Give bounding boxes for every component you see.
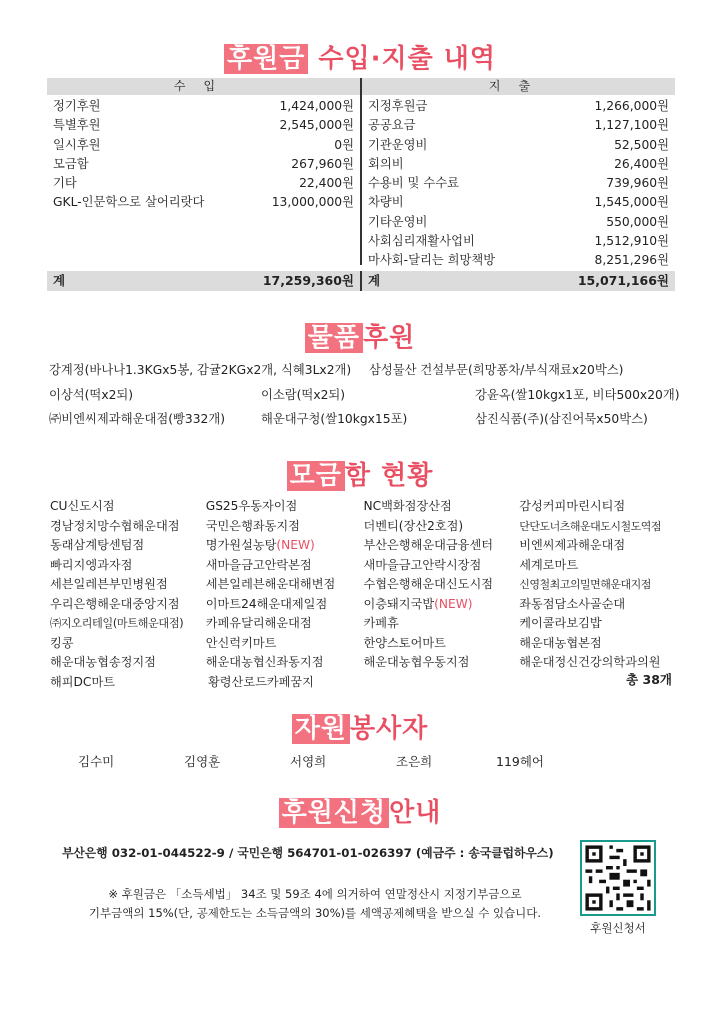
finance-table: [47, 78, 675, 291]
box-title-rest: 함 현황: [344, 461, 434, 491]
income-row: [53, 136, 354, 155]
goods-title-highlight: 물품: [305, 323, 363, 353]
table-row: [50, 595, 675, 615]
income-label: 특별후원: [53, 118, 101, 133]
table-row: [50, 497, 675, 517]
volunteer-name: 김수미: [78, 754, 115, 769]
list-item: [363, 595, 519, 615]
expense-row: [368, 116, 669, 135]
list-item: 해운대농협우동지점: [363, 655, 470, 669]
income-value: 1,424,000원: [279, 99, 354, 113]
expense-row: [368, 193, 669, 212]
volunteer-title-rest: 봉사자: [349, 714, 429, 744]
expense-value: 550,000원: [606, 214, 669, 229]
table-row: [50, 614, 675, 634]
qr-code-icon: [582, 842, 654, 914]
list-item: 새마을금고안락본점: [205, 557, 312, 572]
expense-row: [368, 97, 669, 116]
tax-note-line: ※ 후원금은 「소득세법」 34조 및 59조 4에 의거하여 연말정산시 지정기부금으로: [108, 887, 522, 901]
expense-total: [362, 271, 675, 291]
income-label: 일시후원: [53, 137, 101, 152]
list-item: 새마을금고안락시장점: [363, 557, 482, 572]
box-title: [0, 455, 720, 492]
list-item: 우리은행해운대중앙지점: [50, 596, 180, 611]
income-total-label: 계: [53, 272, 66, 288]
table-row: [50, 575, 675, 595]
income-label: 정기후원: [53, 99, 101, 113]
goods-item: 삼진식품(주)(삼진어묵x50박스): [475, 412, 648, 426]
apply-title: [0, 792, 720, 829]
goods-item: 이소람(떡x2되): [261, 388, 346, 402]
expense-label: 회의비: [368, 156, 404, 171]
finance-total-row: [47, 271, 675, 291]
donation-box-grid: [50, 497, 675, 692]
expense-value: 26,400원: [614, 156, 669, 171]
list-item: 비엔씨제과해운대점: [519, 538, 626, 552]
qr-code[interactable]: [580, 840, 656, 916]
list-item: 빠리지엥과자점: [50, 557, 133, 572]
list-item-text: 이층돼지국밥: [363, 596, 435, 611]
list-item: 안신럭키마트: [205, 635, 277, 650]
expense-label: 사회심리재활사업비: [368, 234, 475, 249]
expense-header: 지출: [488, 79, 549, 93]
box-title-highlight: 모금: [287, 461, 345, 491]
goods-item: 강계정(바나나1.3KGx5봉, 감귤2KGx2개, 식혜3Lx2개): [49, 363, 352, 377]
income-value: 13,000,000원: [271, 195, 354, 210]
list-item: 신영철최고의밀면해운대지점: [519, 578, 651, 591]
list-item: GS25우동자이점: [205, 499, 298, 513]
list-item: 이마트24해운대제일점: [205, 596, 328, 611]
list-item: 해피DC마트: [50, 674, 115, 689]
income-label: 모금함: [53, 156, 89, 171]
income-header: 수입: [47, 78, 362, 95]
finance-title: [0, 38, 720, 75]
expense-row: [368, 213, 669, 232]
expense-label: 기타운영비: [368, 214, 428, 229]
apply-title-highlight: 후원신청: [279, 798, 389, 828]
expense-label: 지정후원금: [368, 99, 428, 113]
table-row: [50, 634, 675, 654]
list-item: 카페유달리해운대점: [205, 616, 312, 630]
income-total-value: 17,259,360원: [262, 272, 354, 288]
income-row: [53, 155, 354, 174]
list-item: ㈜지오리테일(마트해운대점): [50, 617, 184, 630]
table-row: [50, 653, 675, 673]
table-row: [50, 673, 675, 693]
expense-label: 마사회-달리는 희망책방: [368, 253, 496, 268]
income-row: [53, 116, 354, 135]
income-total: [47, 271, 362, 291]
expense-total-value: 15,071,166원: [577, 272, 669, 288]
list-item-text: 명가원설농탕: [205, 538, 277, 552]
list-item: 경남정치망수협해운대점: [50, 518, 180, 533]
list-item: 더벤티(장산2호점): [363, 518, 464, 533]
finance-title-highlight: 후원금: [224, 44, 308, 74]
finance-header-row: [47, 78, 675, 95]
list-item: 킹콩: [50, 635, 74, 650]
income-label: GKL-인문학으로 살어리랏다: [53, 195, 205, 210]
expense-label: 수용비 및 수수료: [368, 176, 459, 191]
expense-row: [368, 251, 669, 270]
expense-row: [368, 232, 669, 251]
list-item: 해운대농협본점: [519, 635, 602, 650]
goods-item: 강윤옥(쌀10kgx1포, 비타500x20개): [475, 388, 680, 402]
expense-label: 공공요금: [368, 118, 416, 133]
table-row: [50, 536, 675, 556]
income-value: 2,545,000원: [279, 118, 354, 133]
list-item: 황령산로드카페꿈지: [208, 674, 314, 689]
goods-item: 삼성물산 건설부문(희망퐁차/부식재료x20박스): [369, 363, 624, 377]
list-item: 좌동점담소사골순대: [519, 596, 626, 611]
income-value: 22,400원: [299, 176, 354, 191]
income-value: 0원: [334, 137, 354, 152]
income-column: [47, 95, 362, 265]
list-item: 동래삼계탕센텀점: [50, 538, 145, 552]
expense-label: 기관운영비: [368, 137, 428, 152]
list-item: 한양스토어마트: [363, 635, 446, 650]
bank-account-info: 부산은행 032-01-044522-9 / 국민은행 564701-01-026397 (예금주 : 송국클럽하우스): [62, 846, 554, 860]
goods-title-rest: 후원: [363, 323, 416, 353]
table-row: [50, 517, 675, 537]
expense-value: 52,500원: [614, 137, 669, 152]
list-item: 세븐일레븐부민병원점: [50, 577, 168, 591]
new-tag: (NEW): [276, 538, 315, 552]
tax-note: [60, 885, 570, 923]
qr-caption: 후원신청서: [590, 921, 646, 935]
volunteer-title-highlight: 자원: [292, 714, 350, 744]
list-item: CU신도시점: [50, 499, 115, 513]
goods-title: [0, 317, 720, 354]
income-row: [53, 193, 354, 212]
volunteer-name: 김영훈: [184, 754, 221, 769]
table-row: [50, 556, 675, 576]
expense-row: [368, 155, 669, 174]
list-item: 해운대정신건강의학과의원: [519, 655, 661, 669]
expense-value: 1,512,910원: [594, 234, 669, 249]
new-tag: (NEW): [434, 596, 473, 611]
volunteer-name: 조은희: [396, 754, 433, 769]
list-item: 세계로마트: [519, 557, 579, 572]
expense-value: 739,960원: [606, 176, 669, 191]
expense-label: 차량비: [368, 195, 404, 210]
expense-value: 1,545,000원: [594, 195, 669, 210]
expense-value: 1,266,000원: [594, 99, 669, 113]
goods-item: ㈜비엔씨제과해운대점(빵332개): [49, 412, 226, 426]
apply-title-rest: 안내: [389, 798, 442, 828]
volunteer-name: 서영희: [290, 754, 327, 769]
list-item: 감성커피마린시티점: [519, 499, 626, 513]
expense-value: 1,127,100원: [594, 118, 669, 133]
volunteer-name: 119헤어: [496, 754, 545, 769]
box-total-count: 총 38개: [626, 672, 672, 687]
list-item: 국민은행좌동지점: [205, 518, 300, 533]
income-row: [53, 174, 354, 193]
expense-total-label: 계: [368, 272, 381, 288]
tax-note-line: 기부금액의 15%(단, 공제한도는 소득금액의 30%)를 세액공제혜택을 받으실 수 있습니다.: [88, 906, 542, 920]
expense-row: [368, 174, 669, 193]
list-item: 세븐일레븐해운대해변점: [205, 577, 336, 591]
expense-row: [368, 136, 669, 155]
list-item: 부산은행해운대금융센터: [363, 538, 493, 552]
list-item: 해운대농협신좌동지점: [205, 655, 324, 669]
volunteer-title: [0, 708, 720, 745]
income-row: [53, 97, 354, 116]
expense-column: [362, 95, 675, 271]
expense-value: 8,251,296원: [594, 253, 669, 268]
list-item: 단단도너츠해운대도시철도역점: [519, 519, 661, 533]
list-item: 케이콜라보김밥: [519, 616, 602, 630]
list-item: NC백화점장산점: [363, 499, 452, 513]
list-item: [206, 536, 364, 556]
finance-title-rest: 수입·지출 내역: [318, 44, 497, 74]
list-item: 카페휴: [363, 616, 399, 630]
list-item: 수협은행해운대신도시점: [363, 577, 493, 591]
income-label: 기타: [53, 176, 77, 191]
income-value: 267,960원: [291, 156, 354, 171]
list-item: 해운대농협송정지점: [50, 655, 156, 669]
goods-item: 이상석(떡x2되): [49, 388, 134, 402]
goods-item: 해운대구청(쌀10kgx15포): [261, 412, 408, 426]
